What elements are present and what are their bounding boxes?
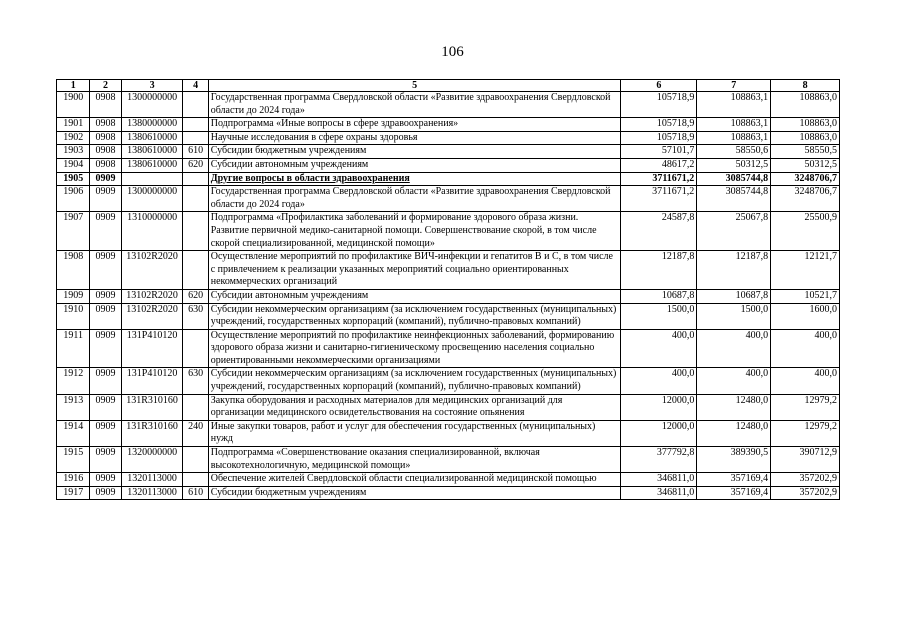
table-header-row (57, 80, 840, 92)
target-code: 1380610000 (121, 131, 183, 145)
amount-col-8: 12979,2 (771, 420, 840, 446)
table-row (57, 131, 840, 145)
amount-col-7: 58550,6 (697, 145, 771, 159)
row-number: 1903 (57, 145, 90, 159)
target-code: 1300000000 (121, 186, 183, 212)
target-code: 1320113000 (121, 486, 183, 500)
item-name: Субсидии автономным учреждениям (208, 289, 621, 303)
expense-type-code: 240 (183, 420, 208, 446)
target-code: 1320113000 (121, 473, 183, 487)
amount-col-7: 25067,8 (697, 212, 771, 251)
row-number: 1914 (57, 420, 90, 446)
expense-type-code (183, 473, 208, 487)
target-code: 1380610000 (121, 158, 183, 172)
header-col-7: 7 (697, 80, 771, 92)
item-name: Иные закупки товаров, работ и услуг для обеспечения государственных (муниципальных) нужд (208, 420, 621, 446)
expense-type-code (183, 172, 208, 186)
target-code: 1320000000 (121, 447, 183, 473)
table-row (57, 145, 840, 159)
target-code: 13102R2020 (121, 251, 183, 290)
header-col-8: 8 (771, 80, 840, 92)
header-col-3: 3 (121, 80, 183, 92)
table-row (57, 420, 840, 446)
amount-col-6: 346811,0 (621, 473, 697, 487)
target-code: 1380000000 (121, 118, 183, 132)
expense-type-code (183, 131, 208, 145)
table-row (57, 303, 840, 329)
header-col-6: 6 (621, 80, 697, 92)
item-name: Научные исследования в сфере охраны здоровья (208, 131, 621, 145)
amount-col-6: 105718,9 (621, 92, 697, 118)
amount-col-8: 50312,5 (771, 158, 840, 172)
expense-type-code (183, 118, 208, 132)
expense-type-code (183, 186, 208, 212)
amount-col-7: 357169,4 (697, 486, 771, 500)
table-row (57, 486, 840, 500)
item-name: Подпрограмма «Совершенствование оказания специализированной, включая высокотехнологичную, медицинской помощи» (208, 447, 621, 473)
amount-col-8: 108863,0 (771, 92, 840, 118)
amount-col-8: 3248706,7 (771, 186, 840, 212)
amount-col-8: 108863,0 (771, 118, 840, 132)
amount-col-8: 3248706,7 (771, 172, 840, 186)
item-name: Закупка оборудования и расходных материалов для медицинских организаций для организации медицинского освидетельствования на состояние опьянения (208, 394, 621, 420)
section-code: 0909 (90, 394, 121, 420)
amount-col-6: 346811,0 (621, 486, 697, 500)
table-row (57, 186, 840, 212)
section-code: 0909 (90, 486, 121, 500)
target-code: 1300000000 (121, 92, 183, 118)
expense-type-code: 630 (183, 303, 208, 329)
expense-type-code: 610 (183, 486, 208, 500)
amount-col-6: 3711671,2 (621, 172, 697, 186)
amount-col-8: 357202,9 (771, 486, 840, 500)
row-number: 1915 (57, 447, 90, 473)
amount-col-7: 1500,0 (697, 303, 771, 329)
amount-col-6: 105718,9 (621, 118, 697, 132)
section-code: 0908 (90, 131, 121, 145)
item-name: Государственная программа Свердловской области «Развитие здравоохранения Свердловской области до 2024 года» (208, 92, 621, 118)
table-row (57, 92, 840, 118)
target-code: 13102R2020 (121, 289, 183, 303)
section-code: 0909 (90, 212, 121, 251)
target-code: 1380610000 (121, 145, 183, 159)
table-row (57, 368, 840, 394)
amount-col-6: 12000,0 (621, 420, 697, 446)
amount-col-8: 12121,7 (771, 251, 840, 290)
page-number: 106 (441, 44, 464, 60)
table-row (57, 447, 840, 473)
section-code: 0909 (90, 303, 121, 329)
amount-col-7: 108863,1 (697, 131, 771, 145)
amount-col-8: 390712,9 (771, 447, 840, 473)
amount-col-8: 12979,2 (771, 394, 840, 420)
expense-type-code (183, 394, 208, 420)
row-number: 1917 (57, 486, 90, 500)
target-code: 131P410120 (121, 368, 183, 394)
header-col-5: 5 (208, 80, 621, 92)
item-name: Государственная программа Свердловской области «Развитие здравоохранения Свердловской области до 2024 года» (208, 186, 621, 212)
section-code: 0908 (90, 92, 121, 118)
table-row (57, 289, 840, 303)
expense-type-code (183, 447, 208, 473)
target-code (121, 172, 183, 186)
row-number: 1900 (57, 92, 90, 118)
table-row (57, 172, 840, 186)
amount-col-7: 12480,0 (697, 420, 771, 446)
amount-col-6: 12000,0 (621, 394, 697, 420)
item-name: Осуществление мероприятий по профилактике ВИЧ-инфекции и гепатитов В и С, в том числе с привлечением к реализации указанных мероприятий социально ориентированных некоммерческих организаций (208, 251, 621, 290)
section-code: 0909 (90, 172, 121, 186)
item-name: Субсидии автономным учреждениям (208, 158, 621, 172)
expense-type-code (183, 251, 208, 290)
section-code: 0909 (90, 251, 121, 290)
table-row (57, 394, 840, 420)
item-name: Обеспечение жителей Свердловской области специализированной медицинской помощью (208, 473, 621, 487)
section-code: 0908 (90, 145, 121, 159)
row-number: 1907 (57, 212, 90, 251)
expense-type-code: 620 (183, 158, 208, 172)
amount-col-6: 400,0 (621, 368, 697, 394)
target-code: 13102R2020 (121, 303, 183, 329)
amount-col-7: 108863,1 (697, 118, 771, 132)
section-code: 0908 (90, 158, 121, 172)
amount-col-6: 24587,8 (621, 212, 697, 251)
amount-col-7: 108863,1 (697, 92, 771, 118)
amount-col-7: 10687,8 (697, 289, 771, 303)
amount-col-7: 357169,4 (697, 473, 771, 487)
table-row (57, 158, 840, 172)
row-number: 1906 (57, 186, 90, 212)
row-number: 1908 (57, 251, 90, 290)
section-code: 0908 (90, 118, 121, 132)
amount-col-8: 108863,0 (771, 131, 840, 145)
item-name: Субсидии бюджетным учреждениям (208, 145, 621, 159)
row-number: 1913 (57, 394, 90, 420)
expense-type-code: 610 (183, 145, 208, 159)
row-number: 1916 (57, 473, 90, 487)
row-number: 1911 (57, 329, 90, 368)
amount-col-6: 1500,0 (621, 303, 697, 329)
section-code: 0909 (90, 289, 121, 303)
row-number: 1909 (57, 289, 90, 303)
expense-type-code (183, 92, 208, 118)
row-number: 1910 (57, 303, 90, 329)
amount-col-6: 377792,8 (621, 447, 697, 473)
amount-col-7: 12187,8 (697, 251, 771, 290)
amount-col-8: 400,0 (771, 368, 840, 394)
item-name: Осуществление мероприятий по профилактике неинфекционных заболеваний, формированию здорового образа жизни и санитарно-гигиеническому просвещению населения социально ориентированными некоммерческими организациями (208, 329, 621, 368)
item-name: Субсидии некоммерческим организациям (за исключением государственных (муниципальных) учреждений, государственных корпораций (компаний), публично-правовых компаний) (208, 303, 621, 329)
section-code: 0909 (90, 473, 121, 487)
row-number: 1904 (57, 158, 90, 172)
expense-type-code: 630 (183, 368, 208, 394)
amount-col-6: 48617,2 (621, 158, 697, 172)
amount-col-7: 50312,5 (697, 158, 771, 172)
section-code: 0909 (90, 186, 121, 212)
amount-col-7: 400,0 (697, 368, 771, 394)
item-name: Субсидии бюджетным учреждениям (208, 486, 621, 500)
table-row (57, 212, 840, 251)
amount-col-7: 12480,0 (697, 394, 771, 420)
section-code: 0909 (90, 329, 121, 368)
amount-col-7: 3085744,8 (697, 186, 771, 212)
table-row (57, 473, 840, 487)
section-code: 0909 (90, 368, 121, 394)
expense-type-code (183, 212, 208, 251)
section-code: 0909 (90, 447, 121, 473)
item-name: Субсидии некоммерческим организациям (за исключением государственных (муниципальных) учреждений, государственных корпораций (компаний), публично-правовых компаний) (208, 368, 621, 394)
amount-col-7: 3085744,8 (697, 172, 771, 186)
header-col-4: 4 (183, 80, 208, 92)
table-row (57, 118, 840, 132)
table-row (57, 329, 840, 368)
amount-col-6: 3711671,2 (621, 186, 697, 212)
target-code: 1310000000 (121, 212, 183, 251)
amount-col-8: 357202,9 (771, 473, 840, 487)
table-row (57, 251, 840, 290)
expense-type-code: 620 (183, 289, 208, 303)
target-code: 131P410120 (121, 329, 183, 368)
amount-col-8: 58550,5 (771, 145, 840, 159)
item-name: Подпрограмма «Профилактика заболеваний и формирование здорового образа жизни. Развитие первичной медико-санитарной помощи. Совершенствование скорой, в том числе скорой специализированной, медицинской помощи» (208, 212, 621, 251)
section-code: 0909 (90, 420, 121, 446)
amount-col-8: 10521,7 (771, 289, 840, 303)
header-col-2: 2 (90, 80, 121, 92)
amount-col-6: 105718,9 (621, 131, 697, 145)
amount-col-6: 400,0 (621, 329, 697, 368)
amount-col-8: 1600,0 (771, 303, 840, 329)
row-number: 1905 (57, 172, 90, 186)
expense-type-code (183, 329, 208, 368)
table-body (57, 92, 840, 500)
item-name: Другие вопросы в области здравоохранения (208, 172, 621, 186)
amount-col-7: 400,0 (697, 329, 771, 368)
row-number: 1912 (57, 368, 90, 394)
amount-col-8: 25500,9 (771, 212, 840, 251)
header-col-1: 1 (57, 80, 90, 92)
amount-col-6: 10687,8 (621, 289, 697, 303)
target-code: 131R310160 (121, 394, 183, 420)
item-name: Подпрограмма «Иные вопросы в сфере здравоохранения» (208, 118, 621, 132)
amount-col-6: 12187,8 (621, 251, 697, 290)
amount-col-8: 400,0 (771, 329, 840, 368)
row-number: 1901 (57, 118, 90, 132)
amount-col-7: 389390,5 (697, 447, 771, 473)
target-code: 131R310160 (121, 420, 183, 446)
amount-col-6: 57101,7 (621, 145, 697, 159)
row-number: 1902 (57, 131, 90, 145)
budget-table (56, 79, 840, 500)
